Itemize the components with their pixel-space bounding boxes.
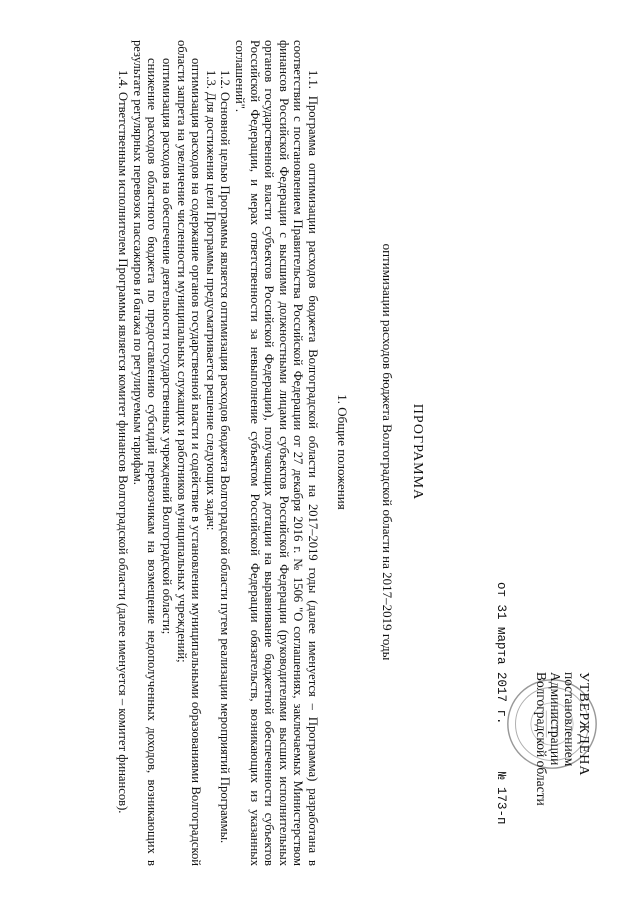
approval-line-1: постановлением	[562, 672, 577, 767]
approval-heading: УТВЕРЖДЕНА	[576, 672, 591, 777]
task-item-1: оптимизация расходов на содержание органов государственной власти и содействие в установлении муниципальными образованиями Волгоградской области запрета на увеличение численности муниципальных служащих и работников муниципальных учреждений;	[174, 40, 204, 866]
rotated-document-sheet	[40, 22, 600, 882]
approval-line-3: Волгоградской области	[534, 672, 549, 806]
paragraph-1-1: 1.1. Программа оптимизации расходов бюджета Волгоградской области на 2017–2019 годы (далее именуется – Программа) разработана в соответствии с постановлением Правительства Российской Федерации от 27 декабря 2016 г. № 1506 "О соглашениях, заключаемых Министерством финансов Российской Федерации с высшими должностными лицами субъектов Российской Федерации (руководителями высших исполнительных органов государственной власти субъектов Российской Федерации), получающих дотации на выравнивание бюджетной обеспеченности субъектов Российской Федерации, и мерах ответственности за невыполнение субъектом Российской Федерации обязательств, возникающих из указанных соглашений".	[233, 40, 320, 866]
approval-stamp-block	[534, 672, 590, 882]
task-item-2: оптимизация расходов на обеспечение деятельности государственных учреждений Волгоградской области;	[160, 58, 175, 635]
paragraph-1-4: 1.4. Ответственным исполнителем Программы является комитет финансов Волгоградской области (далее именуется – комитет финансов).	[116, 70, 131, 814]
paragraph-1-2: 1.2. Основной целью Программы является оптимизация расходов бюджета Волгоградской области путем реализации мероприятий Программы.	[218, 70, 233, 844]
section-heading: 1. Общие положения	[335, 394, 350, 510]
document-body	[116, 40, 320, 866]
document-subtitle: оптимизации расходов бюджета Волгоградской области на 2017–2019 годы	[380, 243, 395, 661]
approval-date: от 31 марта 2017 г.	[494, 582, 508, 725]
approval-number: № 173-п	[494, 772, 508, 825]
document-title: ПРОГРАММА	[410, 403, 425, 501]
approval-line-2: Администрации	[548, 672, 563, 766]
approval-date-line	[494, 582, 508, 882]
task-item-3: снижение расходов областного бюджета по предоставлению субсидий перевозчикам на возмещение недополученных доходов, возникающих в результате регулярных перевозок пассажиров и багажа по регулируемым тарифам.	[130, 40, 160, 866]
paragraph-1-3: 1.3. Для достижения цели Программы предусматривается решение следующих задач:	[203, 70, 218, 531]
